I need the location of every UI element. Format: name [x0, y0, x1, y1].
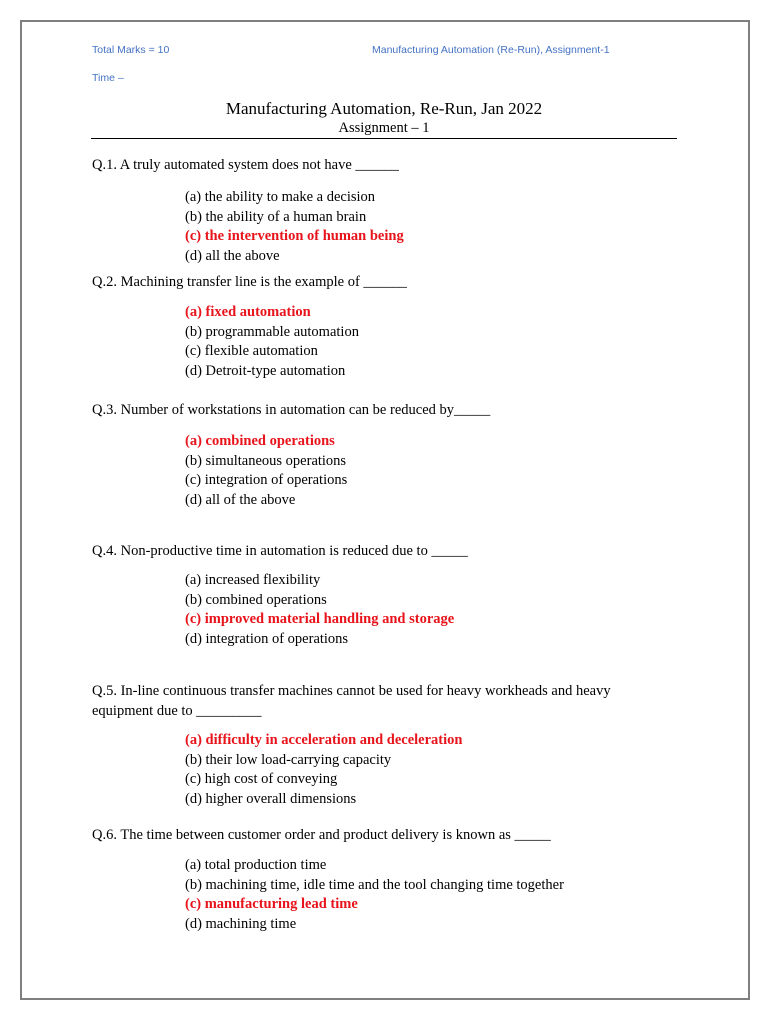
question-6-options — [185, 856, 685, 934]
total-marks: Total Marks = 10 — [92, 44, 170, 56]
option-3b: (b) simultaneous operations — [185, 452, 347, 469]
option-4b: (b) combined operations — [185, 591, 327, 608]
question-6: Q.6. The time between customer order and product delivery is known as _____ — [92, 827, 551, 843]
question-4-options — [185, 571, 685, 649]
question-2: Q.2. Machining transfer line is the example of ______ — [92, 274, 407, 290]
time-label: Time – — [92, 72, 124, 84]
option-3c: (c) integration of operations — [185, 472, 348, 488]
option-1a: (a) the ability to make a decision — [185, 189, 376, 205]
option-3a-correct: (a) combined operations — [185, 433, 335, 449]
course-reference: Manufacturing Automation (Re-Run), Assignment-1 — [372, 44, 610, 56]
question-3-options — [185, 432, 685, 510]
option-5c: (c) high cost of conveying — [185, 771, 338, 787]
question-4: Q.4. Non-productive time in automation is reduced due to _____ — [92, 543, 468, 559]
question-5-options — [185, 731, 685, 809]
option-2a-correct: (a) fixed automation — [185, 304, 311, 320]
question-3: Q.3. Number of workstations in automation can be reduced by_____ — [92, 402, 491, 418]
option-4a: (a) increased flexibility — [185, 572, 321, 588]
option-4c-correct: (c) improved material handling and storage — [185, 611, 455, 627]
question-1-options — [185, 188, 685, 266]
question-1: Q.1. A truly automated system does not have ______ — [92, 157, 399, 173]
option-5a-correct: (a) difficulty in acceleration and deceleration — [185, 732, 463, 748]
option-5b: (b) their low load-carrying capacity — [185, 751, 392, 768]
question-2-options — [185, 303, 685, 381]
question-5: Q.5. In-line continuous transfer machines cannot be used for heavy workheads and heavy equipment due to _________ — [92, 683, 611, 719]
option-6b: (b) machining time, idle time and the tool changing time together — [185, 876, 564, 893]
option-1b: (b) the ability of a human brain — [185, 208, 367, 225]
option-6c-correct: (c) manufacturing lead time — [185, 896, 358, 912]
page-subtitle: Assignment – 1 — [338, 120, 430, 136]
option-6a: (a) total production time — [185, 857, 327, 873]
option-2b: (b) programmable automation — [185, 323, 359, 340]
option-1c-correct: (c) the intervention of human being — [185, 228, 404, 244]
page-title: Manufacturing Automation, Re-Run, Jan 2022 — [225, 99, 543, 118]
option-1d: (d) all the above — [185, 247, 280, 264]
option-5d: (d) higher overall dimensions — [185, 790, 357, 807]
option-6d: (d) machining time — [185, 915, 297, 932]
option-2d: (d) Detroit-type automation — [185, 362, 346, 379]
option-2c: (c) flexible automation — [185, 343, 318, 359]
title-divider — [91, 138, 677, 139]
option-4d: (d) integration of operations — [185, 630, 349, 647]
option-3d: (d) all of the above — [185, 491, 296, 508]
